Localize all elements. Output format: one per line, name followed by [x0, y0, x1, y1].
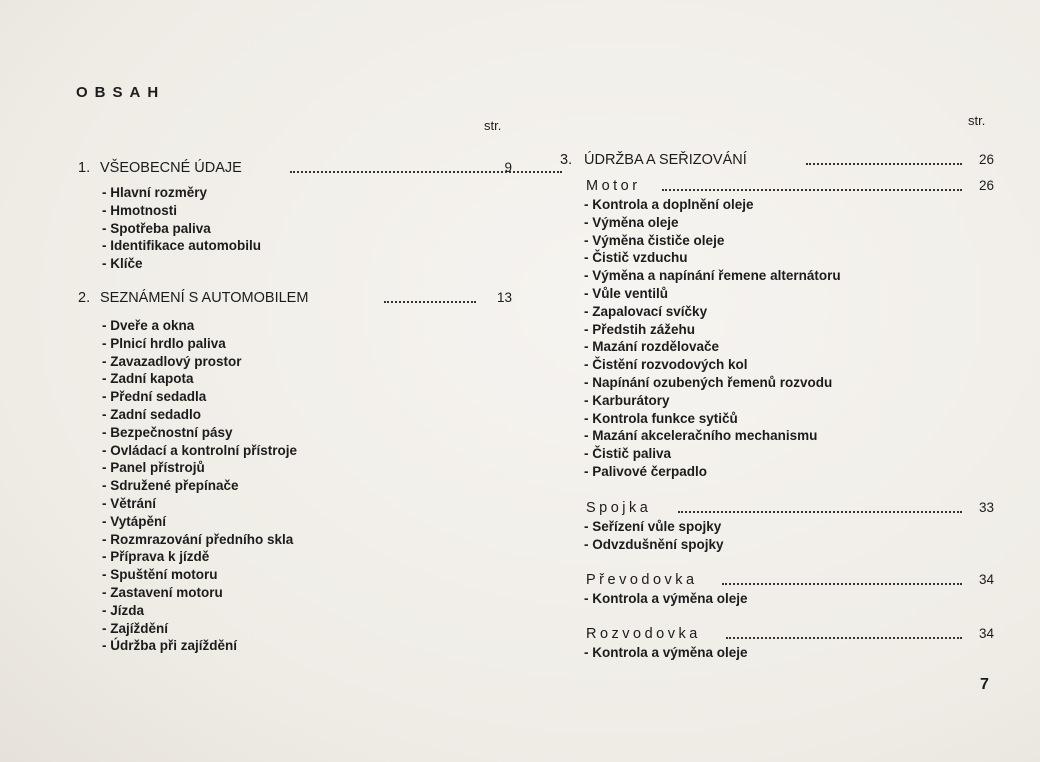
page-number: 7 — [980, 676, 989, 693]
list-item: - Zadní kapota — [102, 370, 297, 388]
list-item: - Identifikace automobilu — [102, 237, 261, 255]
section-heading — [560, 152, 1000, 172]
list-item: - Mazání rozdělovače — [584, 338, 841, 356]
subsection-heading — [586, 572, 1000, 592]
list-item: - Dveře a okna — [102, 317, 297, 335]
list-item: - Kontrola funkce sytičů — [584, 410, 841, 428]
list-item: - Předstih zážehu — [584, 321, 841, 339]
item-list — [584, 196, 841, 481]
list-item: - Hlavní rozměry — [102, 184, 261, 202]
section-page: 26 — [978, 152, 994, 167]
list-item: - Spuštění motoru — [102, 566, 297, 584]
list-item: - Seřízení vůle spojky — [584, 518, 724, 536]
section-title: ÚDRŽBA A SEŘIZOVÁNÍ — [584, 152, 747, 168]
section-number: 3. — [560, 152, 573, 168]
subsection-heading — [586, 500, 1000, 520]
section-page: 9 — [504, 160, 512, 175]
list-item: - Plnicí hrdlo paliva — [102, 335, 297, 353]
page-column-label-right: str. — [968, 113, 986, 128]
list-item: - Kontrola a výměna oleje — [584, 644, 748, 662]
list-item: - Rozmrazování předního skla — [102, 531, 297, 549]
list-item: - Ovládací a kontrolní přístroje — [102, 442, 297, 460]
item-list — [102, 317, 297, 655]
subsection-heading — [586, 178, 1000, 198]
list-item: - Zastavení motoru — [102, 584, 297, 602]
item-list — [584, 518, 724, 554]
subsection-title: Převodovka — [586, 572, 698, 588]
list-item: - Příprava k jízdě — [102, 548, 297, 566]
dot-leader — [290, 171, 562, 173]
list-item: - Vytápění — [102, 513, 297, 531]
subsection-title: Spojka — [586, 500, 652, 516]
subsection-title: Motor — [586, 178, 641, 194]
list-item: - Výměna oleje — [584, 214, 841, 232]
section-general-data — [78, 160, 518, 272]
list-item: - Čistění rozvodových kol — [584, 356, 841, 374]
subsection-title: Rozvodovka — [586, 626, 701, 642]
subsection-differential — [586, 626, 1000, 660]
list-item: - Větrání — [102, 495, 297, 513]
item-list — [584, 644, 748, 662]
list-item: - Kontrola a doplnění oleje — [584, 196, 841, 214]
section-title: VŠEOBECNÉ ÚDAJE — [100, 160, 242, 176]
list-item: - Palivové čerpadlo — [584, 463, 841, 481]
list-item: - Zadní sedadlo — [102, 406, 297, 424]
subsection-page: 34 — [978, 626, 994, 641]
list-item: - Bezpečnostní pásy — [102, 424, 297, 442]
subsection-gearbox — [586, 572, 1000, 606]
dot-leader — [678, 511, 962, 513]
subsection-page: 33 — [978, 500, 994, 515]
dot-leader — [384, 301, 476, 303]
subsection-page: 26 — [978, 178, 994, 193]
list-item: - Mazání akceleračního mechanismu — [584, 427, 841, 445]
list-item: - Přední sedadla — [102, 388, 297, 406]
list-item: - Vůle ventilů — [584, 285, 841, 303]
section-heading — [78, 290, 518, 310]
section-page: 13 — [496, 290, 512, 305]
list-item: - Výměna čističe oleje — [584, 232, 841, 250]
list-item: - Jízda — [102, 602, 297, 620]
section-car-introduction — [78, 290, 518, 654]
dot-leader — [722, 583, 962, 585]
list-item: - Hmotnosti — [102, 202, 261, 220]
item-list — [102, 184, 261, 273]
section-title: SEZNÁMENÍ S AUTOMOBILEM — [100, 290, 309, 306]
list-item: - Údržba při zajíždění — [102, 637, 297, 655]
list-item: - Sdružené přepínače — [102, 477, 297, 495]
dot-leader — [726, 637, 962, 639]
list-item: - Klíče — [102, 255, 261, 273]
list-item: - Výměna a napínání řemene alternátoru — [584, 267, 841, 285]
subsection-page: 34 — [978, 572, 994, 587]
list-item: - Zajíždění — [102, 620, 297, 638]
page-column-label-left: str. — [484, 118, 502, 133]
section-maintenance — [560, 152, 1000, 172]
list-item: - Zapalovací svíčky — [584, 303, 841, 321]
dot-leader — [662, 189, 962, 191]
list-item: - Odvzdušnění spojky — [584, 536, 724, 554]
section-heading — [78, 160, 518, 180]
list-item: - Zavazadlový prostor — [102, 353, 297, 371]
list-item: - Čistič paliva — [584, 445, 841, 463]
list-item: - Spotřeba paliva — [102, 220, 261, 238]
list-item: - Kontrola a výměna oleje — [584, 590, 748, 608]
contents-heading: OBSAH — [76, 84, 166, 101]
list-item: - Čistič vzduchu — [584, 249, 841, 267]
subsection-heading — [586, 626, 1000, 646]
subsection-motor — [586, 178, 1000, 479]
list-item: - Karburátory — [584, 392, 841, 410]
item-list — [584, 590, 748, 608]
list-item: - Napínání ozubených řemenů rozvodu — [584, 374, 841, 392]
section-number: 1. — [78, 160, 91, 176]
dot-leader — [806, 163, 962, 165]
subsection-clutch — [586, 500, 1000, 552]
list-item: - Panel přístrojů — [102, 459, 297, 477]
section-number: 2. — [78, 290, 91, 306]
